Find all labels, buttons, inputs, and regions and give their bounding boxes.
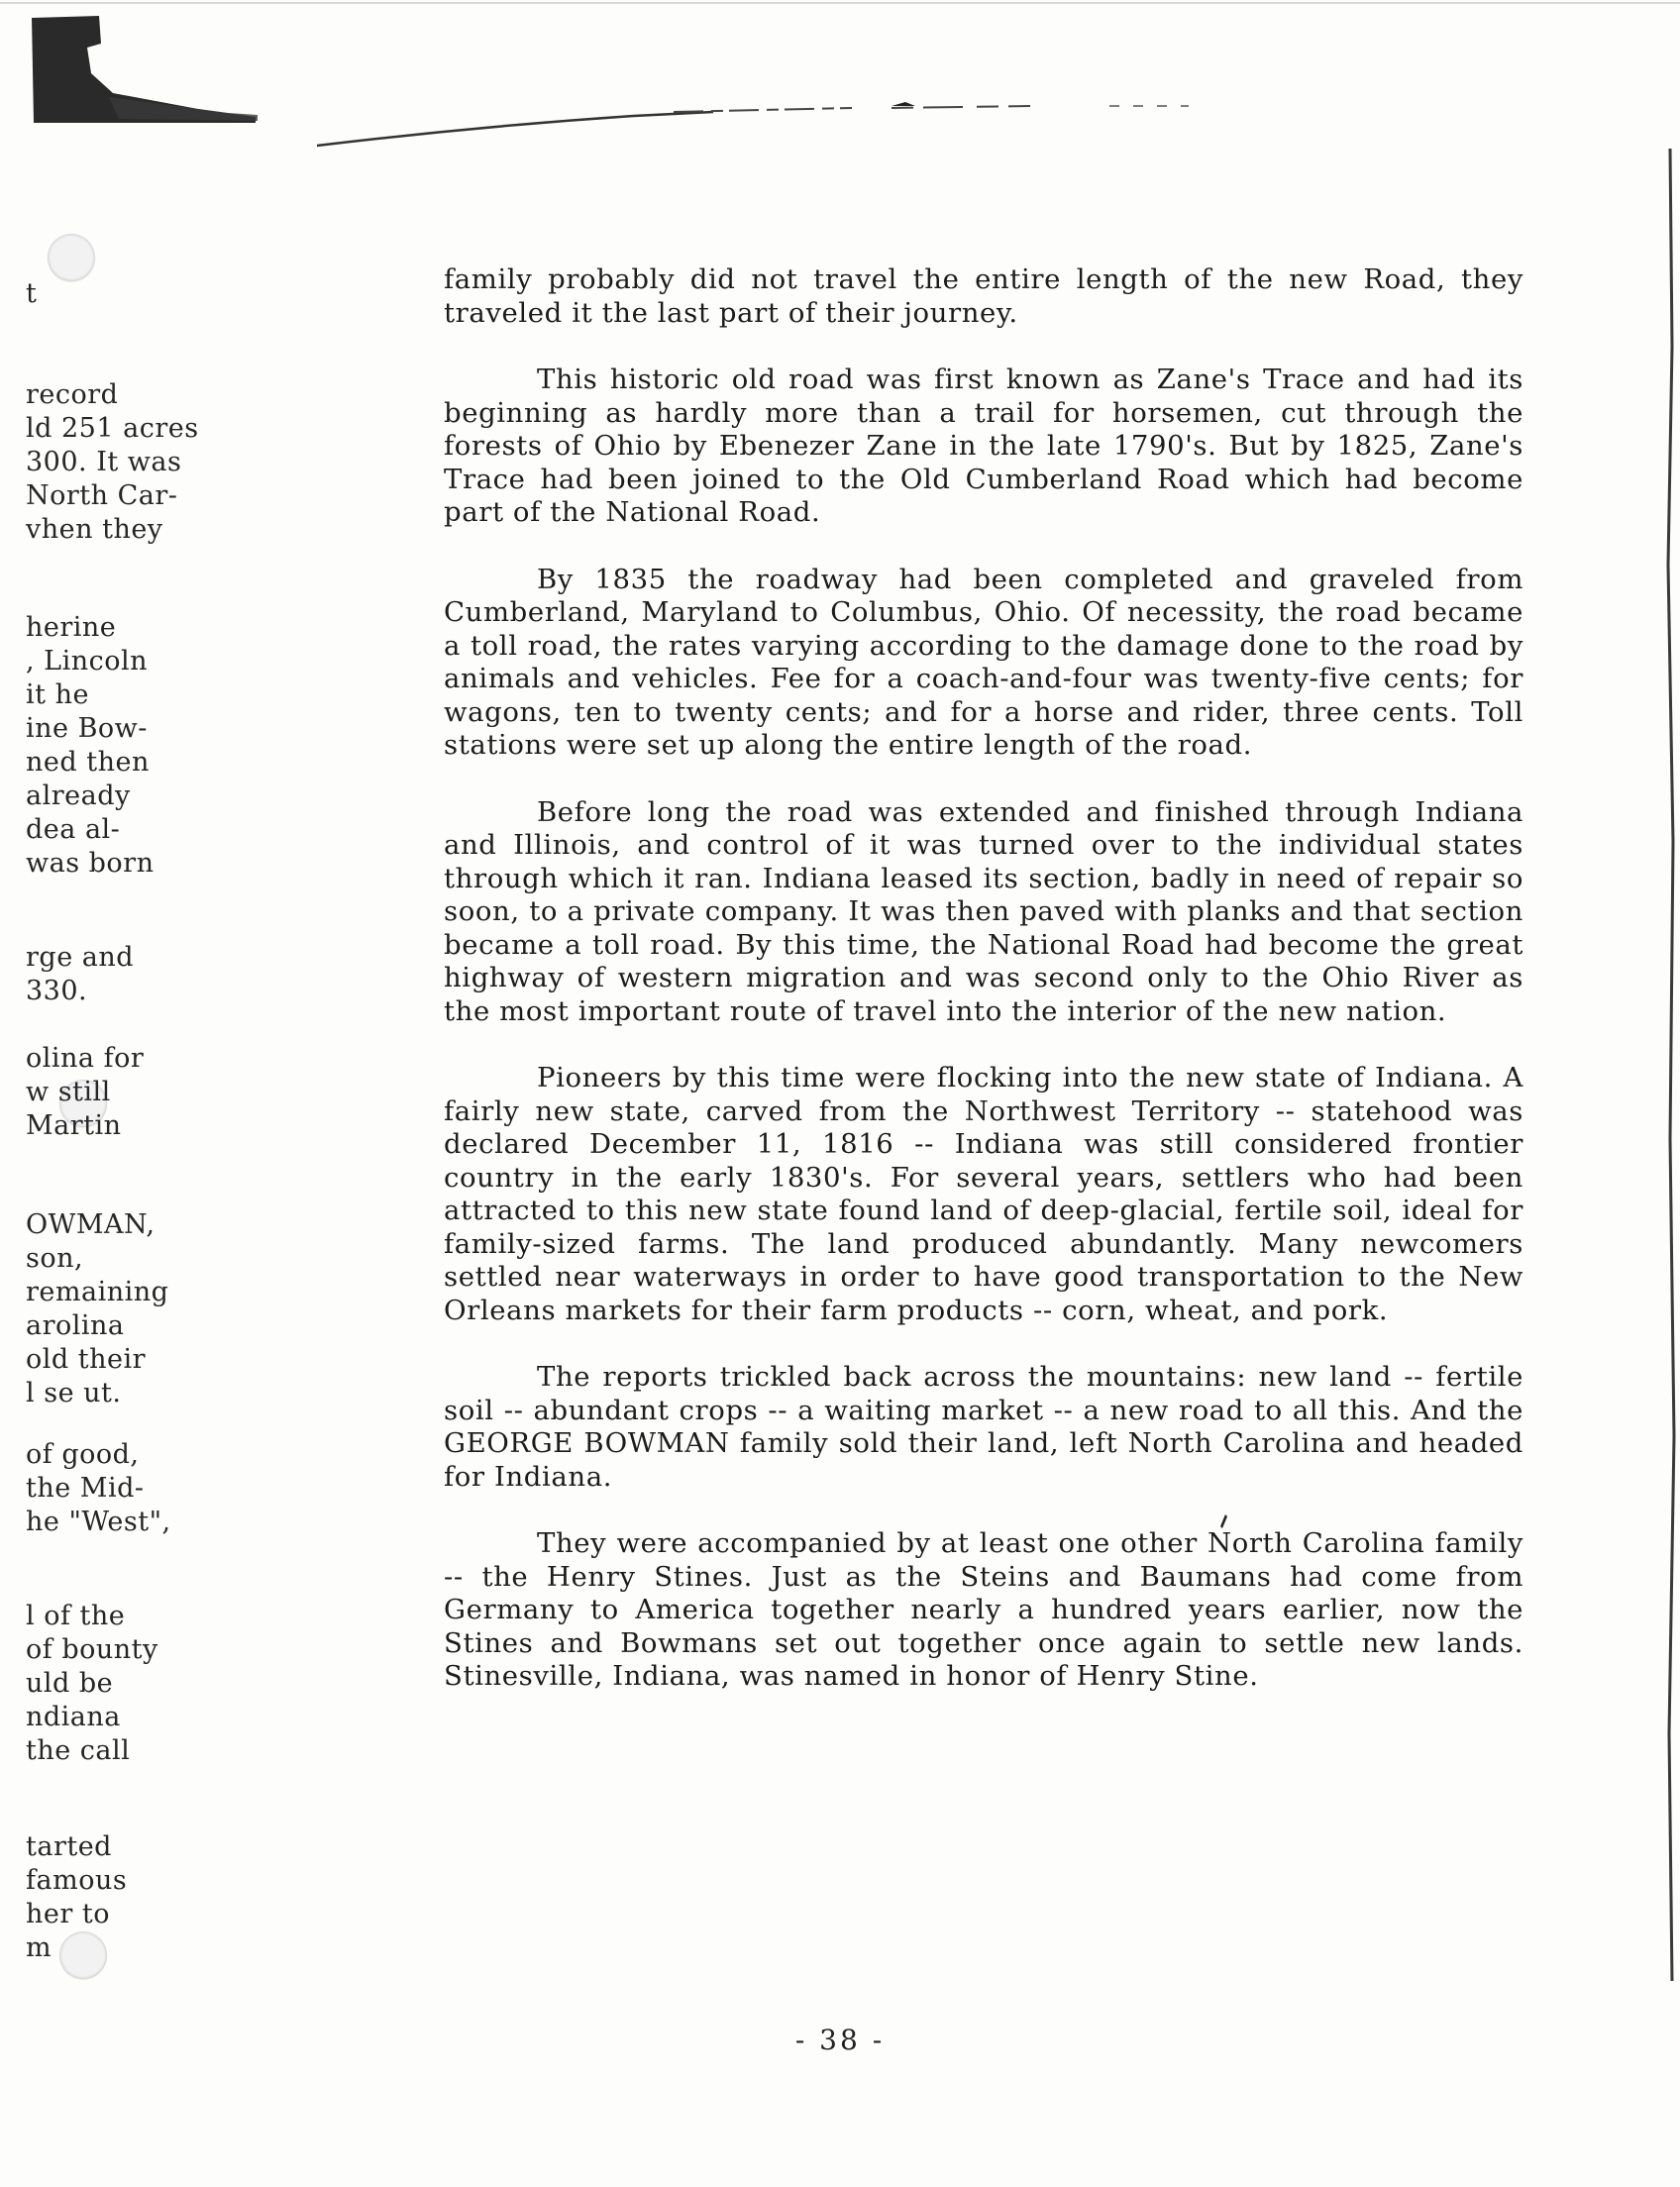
fragment-group bbox=[26, 1438, 171, 1539]
fragment-line: the Mid- bbox=[26, 1473, 145, 1504]
fragment-line: olina for bbox=[26, 1043, 145, 1074]
fragment-line: famous bbox=[26, 1865, 128, 1896]
fragment-line: 330. bbox=[26, 976, 88, 1006]
fragment-line: l se ut. bbox=[26, 1378, 122, 1408]
fragment-group bbox=[26, 277, 37, 311]
fragment-line: tarted bbox=[26, 1831, 112, 1862]
fragment-line: , Lincoln bbox=[26, 646, 149, 677]
fragment-line: was born bbox=[26, 848, 155, 879]
fragment-line: OWMAN, bbox=[26, 1209, 156, 1240]
facing-page-fragments bbox=[26, 0, 214, 2187]
fragment-line: remaining bbox=[26, 1277, 169, 1307]
fragment-group bbox=[26, 1208, 168, 1410]
fragment-line: l of the bbox=[26, 1601, 126, 1631]
paragraph-zanes-trace: This historic old road was first known as Zane's Trace and had its beginning as hardly more than a trail for horsemen, cut through the forests of Ohio by Ebenezer Zane in the late 1790's. But by 1825, Zane's Trace had been joined to the Old Cumberland Road which had become part of the National Road. bbox=[444, 364, 1523, 528]
fragment-line: dea al- bbox=[26, 814, 121, 845]
page-right-edge-shadow bbox=[1664, 149, 1680, 1981]
fragment-group bbox=[26, 1042, 144, 1143]
fragment-line: of good, bbox=[26, 1439, 140, 1470]
fragment-line: he "West", bbox=[26, 1507, 171, 1537]
paragraph-pioneers: Pioneers by this time were flocking into the new state of Indiana. A fairly new state, carved from the Northwest Territory -- statehood was declared December 11, 1816 -- Indiana was still considered frontier country in the early 1830's. For several years, settlers who had been attracted to this new state found land of deep-glacial, fertile soil, ideal for family-sized farms. The land produced abundantly. Many newcomers settled near waterways in order to have good transportation to the New Orleans markets for their farm products -- corn, wheat, and pork. bbox=[444, 1062, 1523, 1326]
fragment-line: old their bbox=[26, 1344, 147, 1375]
fragment-group bbox=[26, 941, 134, 1008]
fragment-group bbox=[26, 611, 154, 881]
fragment-line: Martin bbox=[26, 1110, 122, 1141]
fragment-line: rge and bbox=[26, 942, 135, 973]
fragment-line: already bbox=[26, 781, 131, 811]
fragment-line: uld be bbox=[26, 1668, 114, 1699]
fragment-group bbox=[26, 378, 199, 547]
fragment-line: m bbox=[26, 1932, 52, 1963]
fragment-line: it he bbox=[26, 679, 89, 710]
paragraph-indiana-illinois: Before long the road was extended and finished through Indiana and Illinois, and control of it was turned over to the individual states through which it ran. Indiana leased its section, badly in need of repair so soon, to a private company. It was then paved with planks and that section became a toll road. By this time, the National Road had become the great highway of western migration and was second only to the Ohio River as the most important route of travel into the interior of the new nation. bbox=[444, 795, 1523, 1027]
fragment-line: record bbox=[26, 379, 119, 410]
fragment-line: t bbox=[26, 278, 38, 309]
paragraph-reports: The reports trickled back across the mountains: new land -- fertile soil -- abundant crops -- a waiting market -- a new road to all this. And the GEORGE BOWMAN family sold their land, left North Carolina and headed for Indiana. bbox=[444, 1361, 1523, 1493]
fragment-line: her to bbox=[26, 1899, 110, 1929]
body-text bbox=[444, 263, 1523, 1727]
fragment-line: ld 251 acres bbox=[26, 413, 199, 444]
fragment-line: herine bbox=[26, 612, 117, 643]
fragment-line: son, bbox=[26, 1243, 84, 1274]
fragment-group bbox=[26, 1830, 127, 1965]
scan-streak bbox=[297, 94, 1208, 154]
paragraph-stines: They were accompanied by at least one other North Carolina family -- the Henry Stines. Just as the Steins and Baumans had come from Germany to America together nearly a hundred years earlier, now the Stines and Bowmans set out together once again to settle new lands. Stinesville, Indiana, was named in honor of Henry Stine. bbox=[444, 1527, 1523, 1692]
fragment-line: North Car- bbox=[26, 480, 178, 511]
stray-ink-mark bbox=[1218, 1513, 1228, 1529]
fragment-line: the call bbox=[26, 1735, 131, 1766]
fragment-line: of bounty bbox=[26, 1634, 158, 1665]
fragment-line: w still bbox=[26, 1077, 111, 1107]
fragment-line: 300. It was bbox=[26, 447, 182, 477]
fragment-line: vhen they bbox=[26, 514, 163, 545]
fragment-line: ndiana bbox=[26, 1702, 121, 1732]
paragraph-continuation: family probably did not travel the entire length of the new Road, they traveled it the last part of their journey. bbox=[444, 263, 1523, 329]
page-number: - 38 - bbox=[794, 2024, 886, 2056]
fragment-line: arolina bbox=[26, 1310, 125, 1341]
fragment-group bbox=[26, 1600, 158, 1768]
page-top-edge bbox=[0, 2, 1680, 4]
fragment-line: ned then bbox=[26, 747, 150, 778]
paragraph-toll-road: By 1835 the roadway had been completed and graveled from Cumberland, Maryland to Columbus, Ohio. Of necessity, the road became a toll road, the rates varying according to the damage done to the road by animals and vehicles. Fee for a coach-and-four was twenty-five cents; for wagons, ten to twenty cents; and for a horse and rider, three cents. Toll stations were set up along the entire length of the road. bbox=[444, 563, 1523, 761]
fragment-line: ine Bow- bbox=[26, 713, 148, 744]
